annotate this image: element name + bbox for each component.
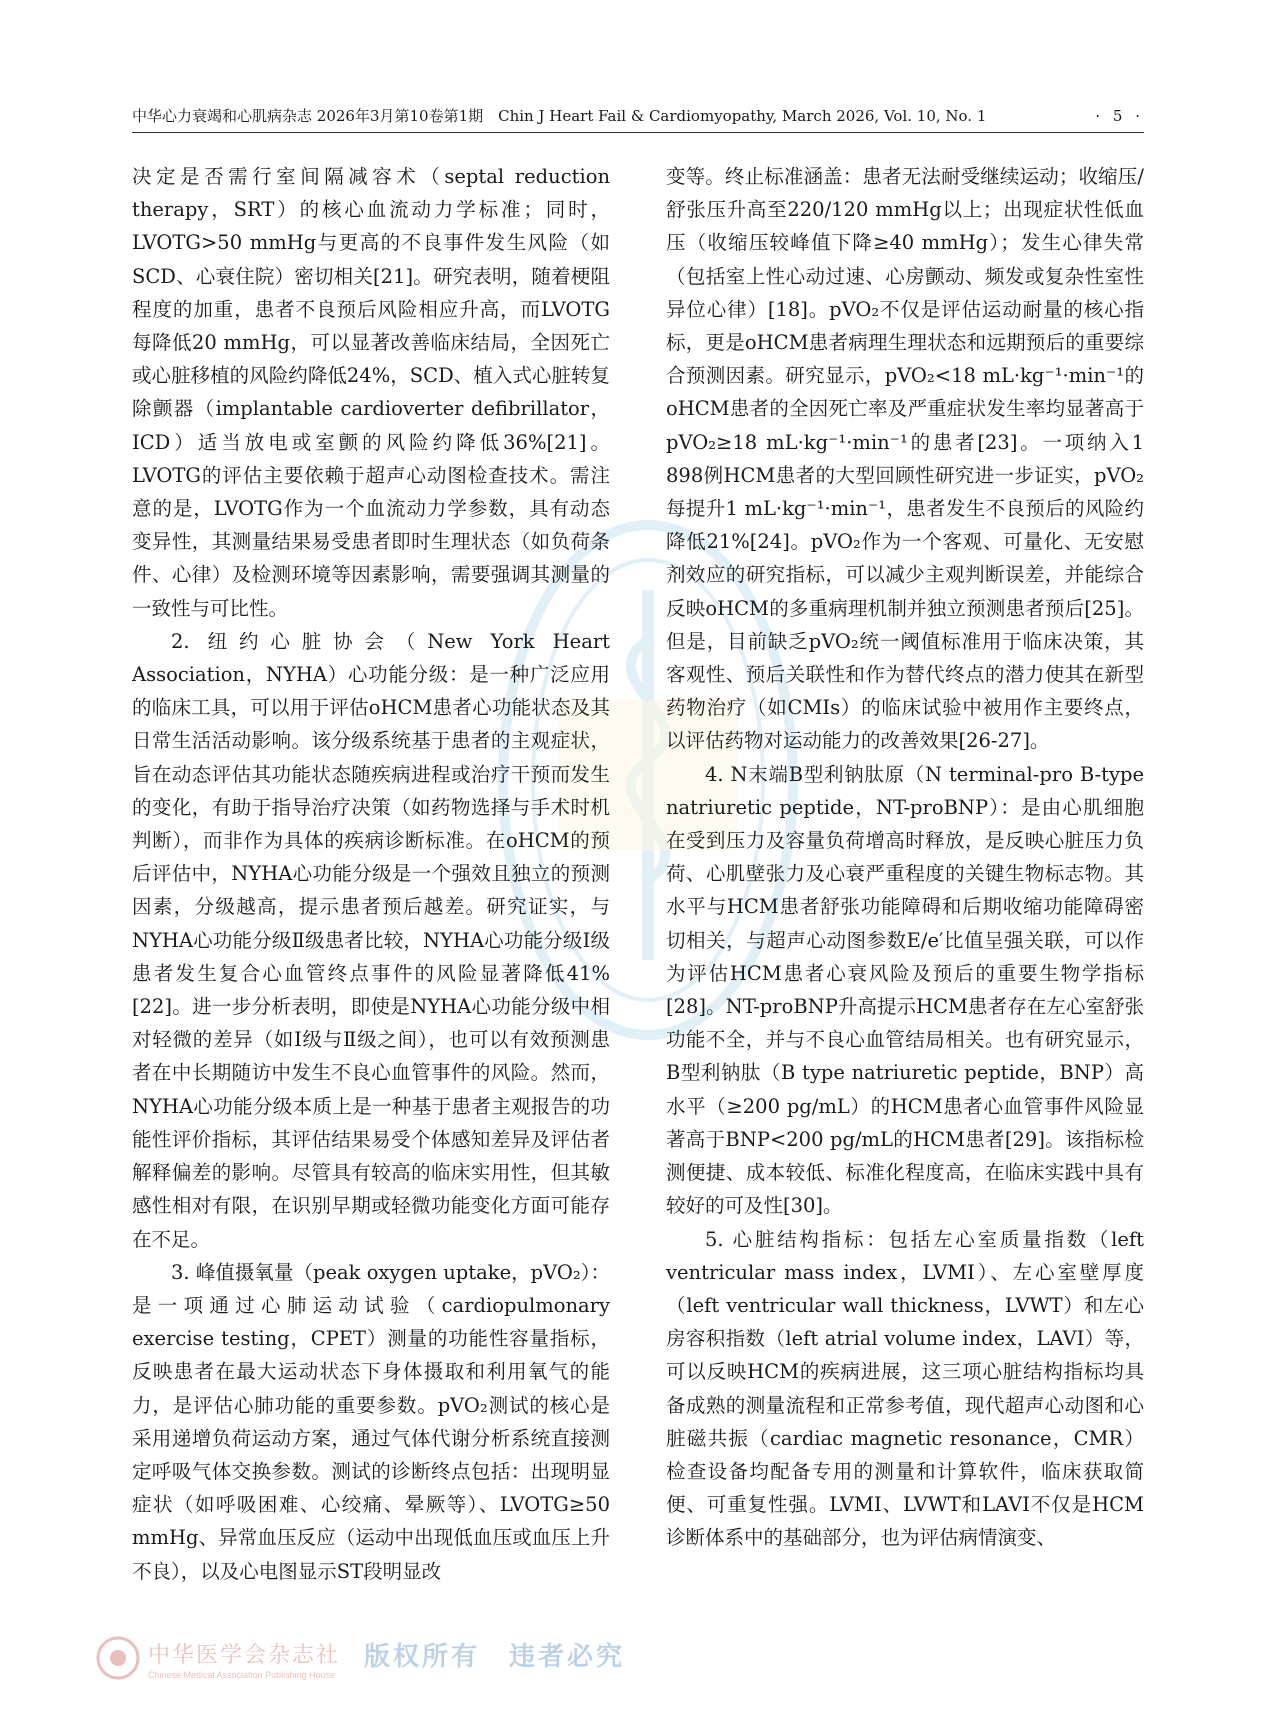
copyright-notice: 版权所有 违者必究: [364, 1642, 626, 1672]
right-column: [666, 160, 1144, 1620]
publisher-name-en: Chinese Medical Association Publishing House: [148, 1670, 336, 1680]
page-number: · 5 ·: [1095, 107, 1144, 125]
paragraph-nyha: 2. 纽约心脏协会（New York Heart Association，NYHA）心功能分级：是一种广泛应用的临床工具，可以用于评估oHCM患者心功能状态及其日常生活活动影响。该分级系统基于患者的主观症状，旨在动态评估其功能状态随疾病进程或治疗干预而发生的变化，有助于指导治疗决策（如药物选择与手术时机判断），而非作为具体的疾病诊断标准。在oHCM的预后评估中，NYHA心功能分级是一个强效且独立的预测因素，分级越高，提示患者预后越差。研究证实，与NYHA心功能分级Ⅱ级患者比较，NYHA心功能分级Ⅰ级患者发生复合心血管终点事件的风险显著降低41%[22]。进一步分析表明，即使是NYHA心功能分级中相对轻微的差异（如Ⅰ级与Ⅱ级之间），也可以有效预测患者在中长期随访中发生不良心血管事件的风险。然而，NYHA心功能分级本质上是一种基于患者主观报告的功能性评价指标，其评估结果易受个体感知差异及评估者解释偏差的影响。尽管具有较高的临床实用性，但其敏感性相对有限，在识别早期或轻微功能变化方面可能存在不足。: [132, 629, 610, 1251]
paragraph-pvo2-cont: 变等。终止标准涵盖：患者无法耐受继续运动；收缩压/舒张压升高至220/120 mmHg以上；出现症状性低血压（收缩压较峰值下降≥40 mmHg）；发生心律失常（包括室上性心动过速、心房颤动、频发或复杂性室性异位心律）[18]。pVO₂不仅是评估运动耐量的核心指标，更是oHCM患者病理生理状态和远期预后的重要综合预测因素。研究显示，pVO₂<18 mL·kg⁻¹·min⁻¹的oHCM患者的全因死亡率及严重症状发生率均显著高于pVO₂≥18 mL·kg⁻¹·min⁻¹的患者[23]。一项纳入1 898例HCM患者的大型回顾性研究进一步证实，pVO₂每提升1 mL·kg⁻¹·min⁻¹，患者发生不良预后的风险约降低21%[24]。pVO₂作为一个客观、可量化、无安慰剂效应的研究指标，可以减少主观判断误差，并能综合反映oHCM的多重病理机制并独立预测患者预后[25]。但是，目前缺乏pVO₂统一阈值标准用于临床决策，其客观性、预后关联性和作为替代终点的潜力使其在新型药物治疗（如CMIs）的临床试验中被用作主要终点，以评估药物对运动能力的改善效果[26-27]。: [666, 165, 1144, 753]
publisher-name: 中华医学会杂志社: [148, 1643, 341, 1668]
paragraph-lvotg-cont: 决定是否需行室间隔减容术（septal reduction therapy，SRT）的核心血流动力学标准；同时，LVOTG>50 mmHg与更高的不良事件发生风险（如SCD、心衰住院）密切相关[21]。研究表明，随着梗阻程度的加重，患者不良预后风险相应升高，而LVOTG每降低20 mmHg，可以显著改善临床结局，全因死亡或心脏移植的风险约降低24%，SCD、植入式心脏转复除颤器（implantable cardioverter defibrillator，ICD）适当放电或室颤的风险约降低36%[21]。LVOTG的评估主要依赖于超声心动图检查技术。需注意的是，LVOTG作为一个血流动力学参数，具有动态变异性，其测量结果易受患者即时生理状态（如负荷条件、心律）及检测环境等因素影响，需要强调其测量的一致性与可比性。: [132, 165, 610, 620]
paragraph-cardiac-structure: 5. 心脏结构指标：包括左心室质量指数（left ventricular mass index，LVMI）、左心室壁厚度（left ventricular wall thickness，LVWT）和左心房容积指数（left atrial volume index，LAVI）等，可以反映HCM的疾病进展，这三项心脏结构指标均具备成熟的测量流程和正常参考值，现代超声心动图和心脏磁共振（cardiac magnetic resonance，CMR）检查设备均配备专用的测量和计算软件，临床获取简便、可重复性强。LVMI、LVWT和LAVI不仅是HCM诊断体系中的基础部分，也为评估病情演变、: [666, 1227, 1144, 1550]
journal-citation: 中华心力衰竭和心肌病杂志 2026年3月第10卷第1期 Chin J Heart Fail & Cardiomyopathy, March 2026, Vol. 10, No. 1: [132, 107, 987, 125]
publisher-footer: [84, 1630, 626, 1700]
running-header: [132, 104, 1144, 133]
paragraph-ntprobnp: 4. N末端B型利钠肽原（N terminal-pro B-type natriuretic peptide，NT-proBNP）：是由心肌细胞在受到压力及容量负荷增高时释放，是反映心脏压力负荷、心肌壁张力及心衰严重程度的关键生物标志物。其水平与HCM患者舒张功能障碍和后期收缩功能障碍密切相关，与超声心动图参数E/e′比值呈强关联，可以作为评估HCM患者心衰风险及预后的重要生物学指标[28]。NT-proBNP升高提示HCM患者存在左心室舒张功能不全，并与不良心血管结局相关。也有研究显示，B型利钠肽（B type natriuretic peptide，BNP）高水平（≥200 pg/mL）的HCM患者心血管事件风险显著高于BNP<200 pg/mL的HCM患者[29]。该指标检测便捷、成本较低、标准化程度高，在临床实践中具有较好的可及性[30]。: [666, 762, 1144, 1218]
publisher-logo-icon: [96, 1636, 140, 1680]
left-column: [132, 160, 610, 1620]
paragraph-pvo2: 3. 峰值摄氧量（peak oxygen uptake，pVO₂）：是一项通过心肺运动试验（cardiopulmonary exercise testing，CPET）测量的功能性容量指标，反映患者在最大运动状态下身体摄取和利用氧气的能力，是评估心肺功能的重要参数。pVO₂测试的核心是采用递增负荷运动方案，通过气体代谢分析系统直接测定呼吸气体交换参数。测试的诊断终点包括：出现明显症状（如呼吸困难、心绞痛、晕厥等）、LVOTG≥50 mmHg、异常血压反应（运动中出现低血压或血压上升不良），以及心电图显示ST段明显改: [132, 1260, 610, 1583]
